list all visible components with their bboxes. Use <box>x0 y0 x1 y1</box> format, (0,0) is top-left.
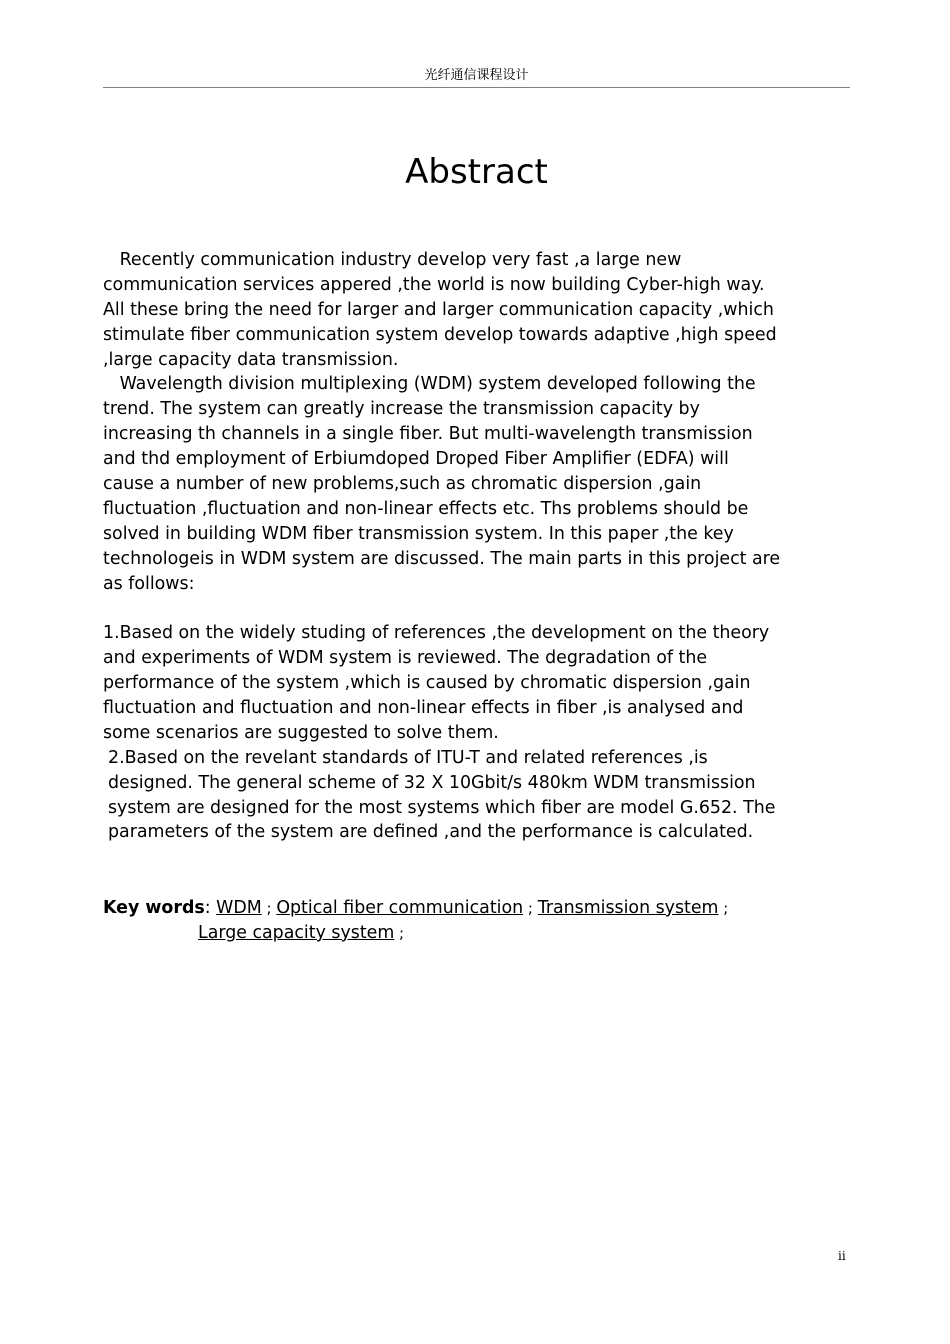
keyword-optical-fiber-communication: Optical fiber communication <box>276 898 524 918</box>
text-line: fluctuation and fluctuation and non-linear effects in fiber ,is analysed and <box>103 698 744 719</box>
text-line: increasing th channels in a single fiber. But multi-wavelength transmission <box>103 424 753 445</box>
text-line: 2.Based on the revelant standards of ITU-T and related references ,is <box>108 747 708 768</box>
keyword-large-capacity-system: Large capacity system <box>198 922 395 943</box>
text-line: technologeis in WDM system are discussed. The main parts in this project are <box>103 548 781 569</box>
keywords-label: Key words <box>103 898 205 918</box>
keyword-separator: ; <box>718 899 729 917</box>
abstract-body <box>103 248 863 845</box>
text-line: and thd employment of Erbiumdoped Droped Fiber Amplifier (EDFA) will <box>103 449 729 470</box>
keyword-separator: ; <box>523 899 538 917</box>
text-line: Wavelength division multiplexing (WDM) system developed following the <box>103 374 756 395</box>
text-line: 1.Based on the widely studing of references ,the development on the theory <box>103 623 770 644</box>
list-item-1 <box>103 621 863 745</box>
text-line: ,large capacity data transmission. <box>103 349 399 370</box>
keywords-section <box>103 896 863 946</box>
text-line: and experiments of WDM system is reviewed. The degradation of the <box>103 648 708 669</box>
keywords-line-2 <box>103 921 863 946</box>
text-line: All these bring the need for larger and larger communication capacity ,which <box>103 299 774 320</box>
text-line: designed. The general scheme of 32 X 10Gbit/s 480km WDM transmission <box>108 772 756 793</box>
page-title: Abstract <box>405 152 548 192</box>
text-line: cause a number of new problems,such as chromatic dispersion ,gain <box>103 474 702 495</box>
text-line: solved in building WDM fiber transmission system. In this paper ,the key <box>103 523 734 544</box>
text-line: Recently communication industry develop very fast ,a large new <box>103 250 682 270</box>
list-item-2 <box>103 746 863 846</box>
text-line: trend. The system can greatly increase the transmission capacity by <box>103 399 700 420</box>
text-line: fluctuation ,fluctuation and non-linear effects etc. Ths problems should be <box>103 498 749 519</box>
text-line: communication services appered ,the world is now building Cyber-high way. <box>103 274 765 295</box>
text-line: some scenarios are suggested to solve them. <box>103 722 499 743</box>
paragraph-2 <box>103 372 863 596</box>
text-line: stimulate fiber communication system develop towards adaptive ,high speed <box>103 324 777 345</box>
text-line: system are designed for the most systems which fiber are model G.652. The <box>108 797 776 818</box>
page-number: ii <box>838 1249 846 1263</box>
keyword-separator: ; <box>394 923 405 942</box>
keyword-wdm: WDM <box>216 898 262 918</box>
paragraph-1 <box>103 248 863 372</box>
text-line: performance of the system ,which is caused by chromatic dispersion ,gain <box>103 673 751 694</box>
keyword-transmission-system: Transmission system <box>537 898 719 918</box>
text-line: parameters of the system are defined ,and the performance is calculated. <box>108 822 754 843</box>
keyword-separator: ; <box>261 899 277 917</box>
keywords-colon: : <box>204 898 217 918</box>
page-header: 光纤通信课程设计 <box>424 68 529 83</box>
header-divider <box>103 87 850 88</box>
text-line: as follows: <box>103 573 195 594</box>
blank-line <box>103 596 863 621</box>
